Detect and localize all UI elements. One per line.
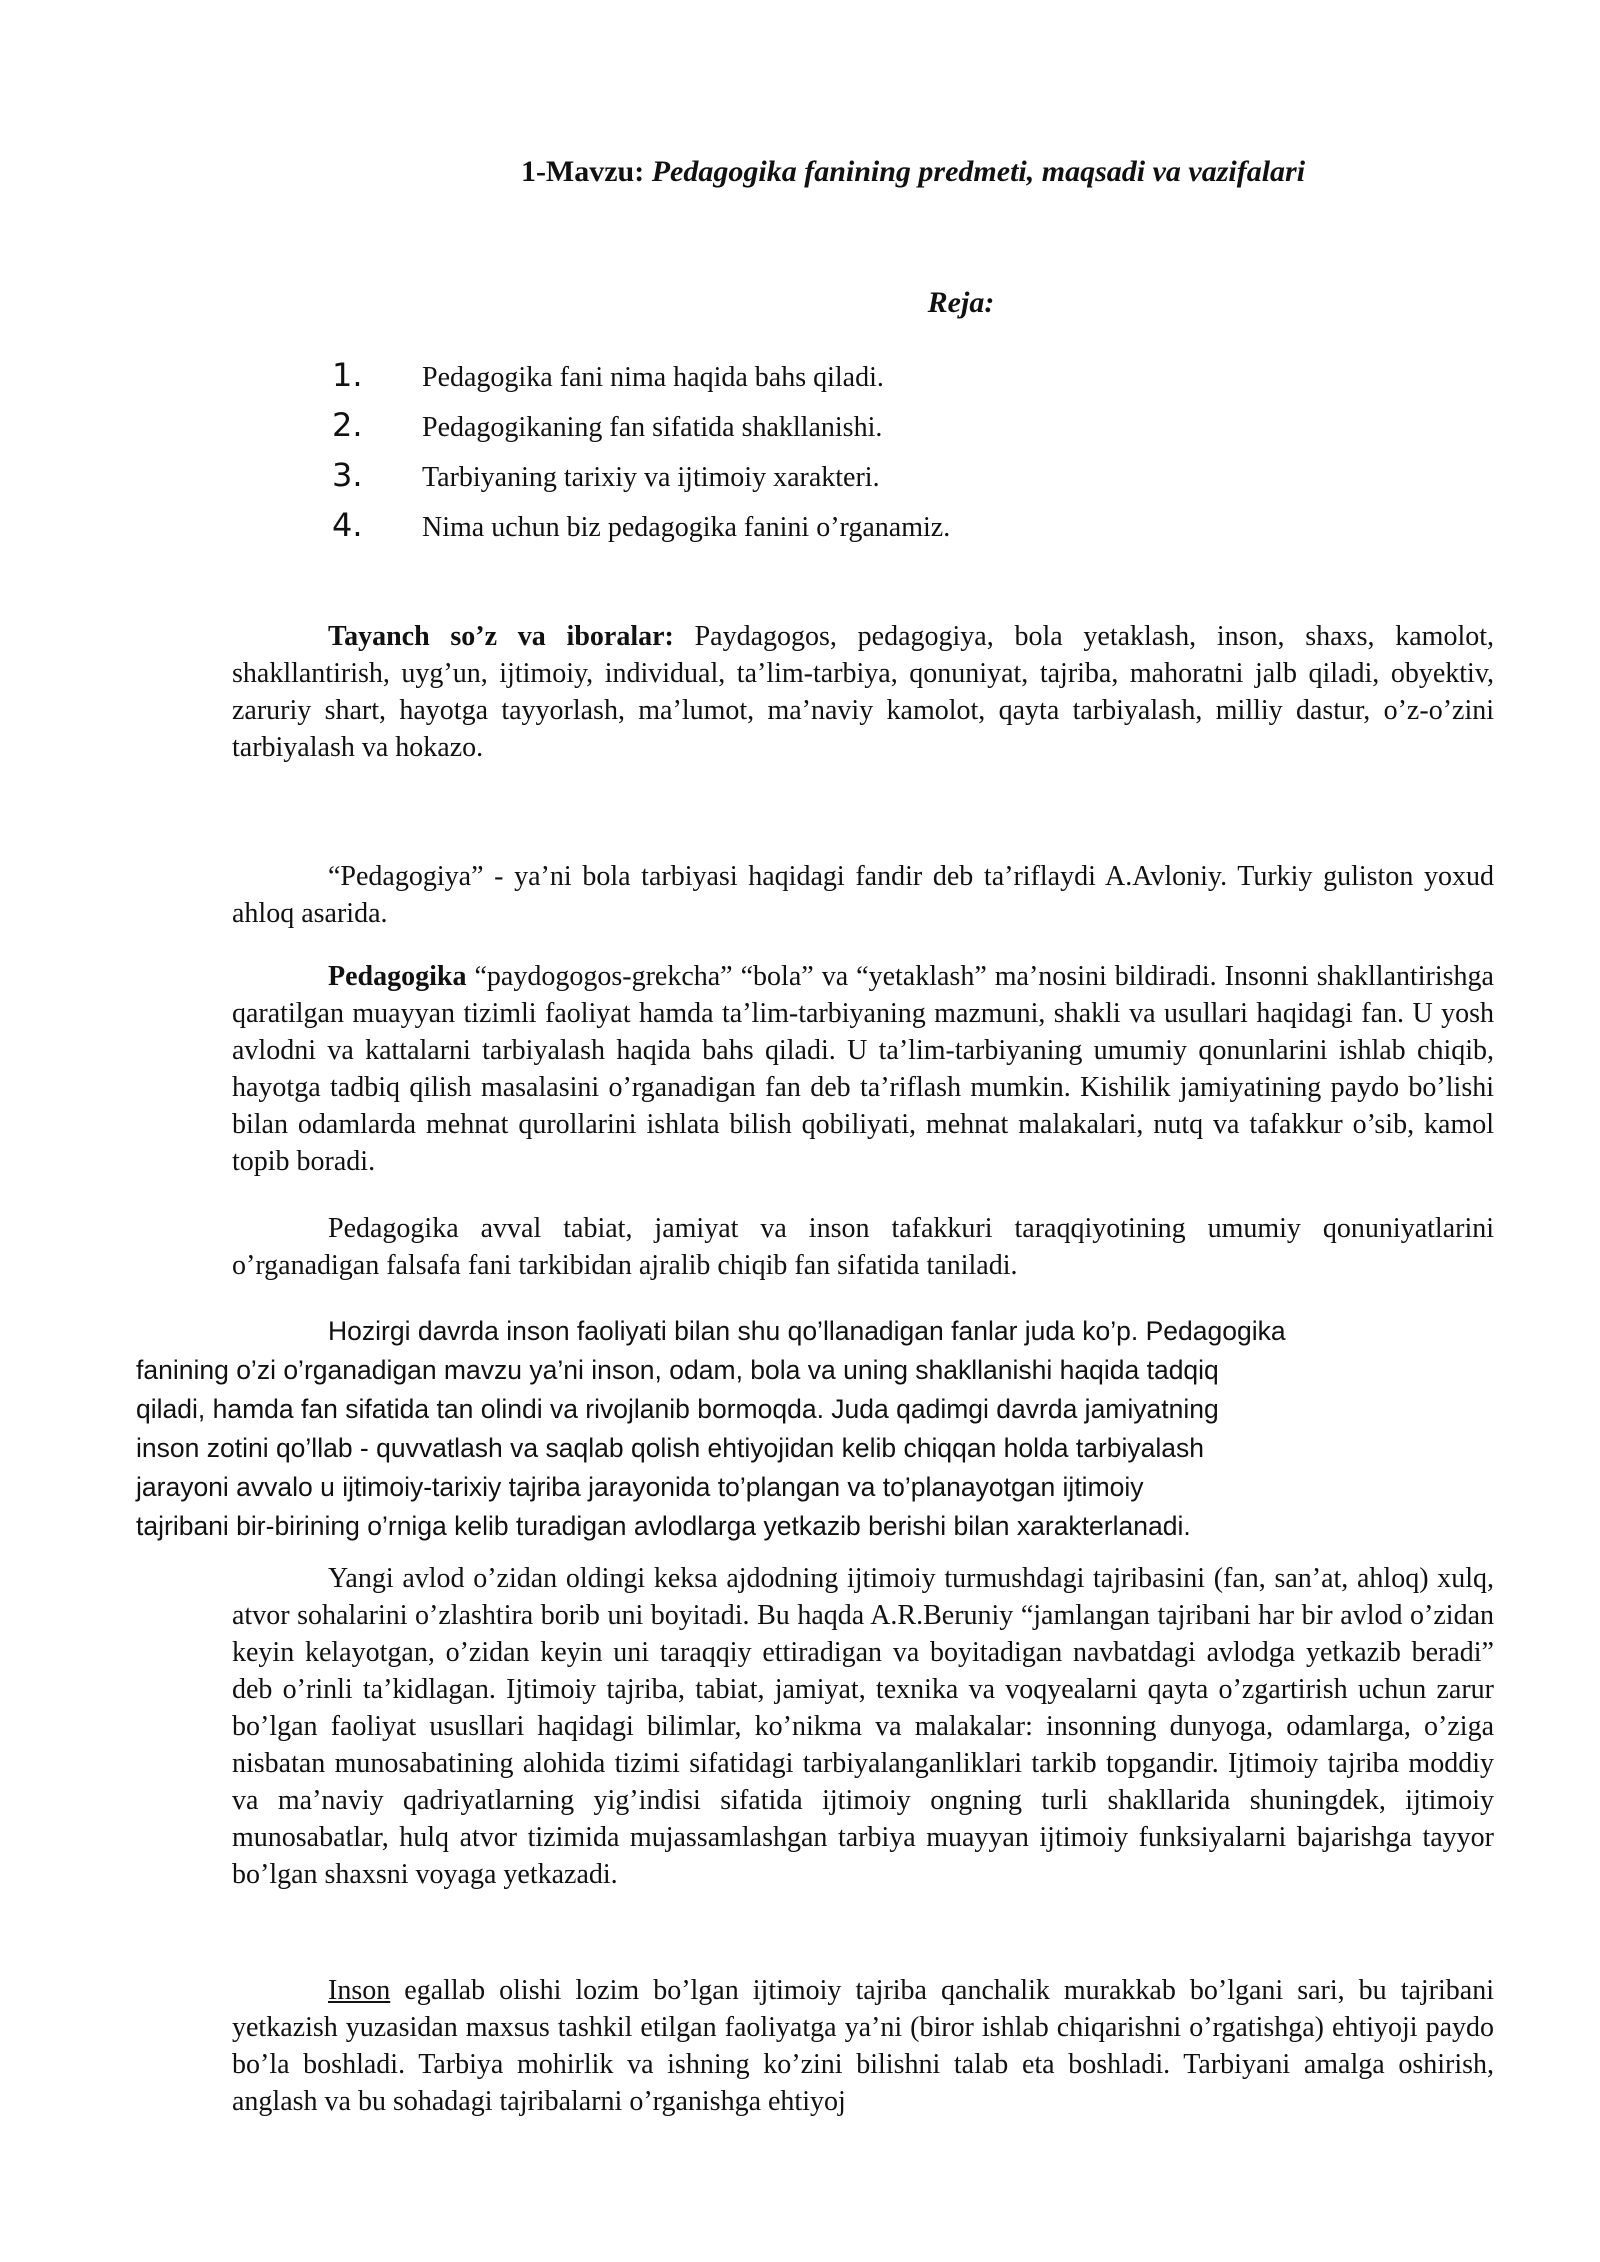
list-item — [332, 400, 1332, 450]
list-item-text: Nima uchun biz pedagogika fanini o’rganamiz. — [422, 512, 951, 543]
pedagogika-definition: “paydogogos-grekcha” “bola” va “yetaklash” ma’nosini bildiradi. Insonni shakllantirishga qaratilgan muayyan tizimli faoliyat hamda ta’lim-tarbiyaning mazmuni, shakli va usullari haqidagi fan. U yosh avlodni va kattalarni tarbiyalash haqida bahs qiladi. U ta’lim-tarbiyaning umumiy qonunlarini ishlab chiqib, hayotga tadbiq qilish masalasini o’rganadigan fan deb ta’riflash mumkin. Kishilik jamiyatining paydo bo’lishi bilan odamlarda mehnat qurollarini ishlata bilish qobiliyati, mehnat malakalari, nutq va tafakkur o’sib, kamol topib boradi. — [232, 961, 1494, 1177]
list-item-text: Tarbiyaning tarixiy va ijtimoiy xarakteri. — [422, 462, 880, 493]
list-item-number: 3. — [332, 456, 363, 494]
paragraph-line: inson zotini qo’llab - quvvatlash va saqlab qolish ehtiyojidan kelib chiqqan holda tarbiyalash — [136, 1433, 1205, 1463]
list-item-text: Pedagogikaning fan sifatida shakllanishi. — [422, 412, 883, 443]
list-item-number: 4. — [332, 506, 363, 544]
definition-paragraph-avloniy: “Pedagogiya” - ya’ni bola tarbiyasi haqidagi fandir deb ta’riflaydi A.Avloniy. Turkiy guliston yoxud ahloq asarida. — [232, 861, 1494, 929]
list-item — [332, 450, 1332, 500]
list-item-text: Pedagogika fani nima haqida bahs qiladi. — [422, 362, 884, 393]
list-item-number: 1. — [332, 356, 363, 394]
inson-text: egallab olishi lozim bo’lgan ijtimoiy tajriba qanchalik murakkab bo’lgani sari, bu tajribani yetkazish yuzasidan maxsus tashkil etilgan faoliyatga ya’ni (biror ishlab chiqarishni o’rgatishga) ehtiyoji paydo bo’la boshladi. Tarbiya mohirlik va ishning ko’zini bilishni talab eta boshladi. Tarbiyani amalga oshirish, anglash va bu sohadagi tajribalarni o’rganishga ehtiyoj — [232, 1975, 1494, 2117]
paragraph-hozirgi — [136, 1312, 1494, 1546]
paragraph-line: qiladi, hamda fan sifatida tan olindi va rivojlanib bormoqda. Juda qadimgi davrda jamiyatning — [136, 1394, 1219, 1424]
paragraph-line: Hozirgi davrda inson faoliyati bilan shu qo’llanadigan fanlar juda ko’p. Pedagogika — [328, 1316, 1286, 1346]
page-title — [232, 150, 1494, 194]
paragraph-line: jarayoni avvalo u ijtimoiy-tarixiy tajriba jarayonida to’plangan va to’planayotgan ijtimoiy — [136, 1472, 1144, 1502]
keywords-label: Tayanch so’z va iboralar: — [328, 621, 674, 652]
pedagogika-term: Pedagogika — [328, 961, 467, 992]
list-item-number: 2. — [332, 406, 363, 444]
paragraph-line: tajribani bir-birining o’rniga kelib turadigan avlodlarga yetkazib berishi bilan xarakterlanadi. — [136, 1511, 1191, 1541]
inson-term: Inson — [328, 1975, 391, 2006]
list-item — [332, 350, 1332, 400]
definition-paragraph-pedagogika — [232, 958, 1494, 1180]
plan-heading: Reja: — [927, 286, 995, 319]
paragraph-inson — [232, 1972, 1494, 2120]
title-topic: Pedagogika fanining predmeti, maqsadi va vazifalari — [651, 155, 1306, 188]
definition-paragraph-falsafa: Pedagogika avval tabiat, jamiyat va inson tafakkuri taraqqiyotining umumiy qonuniyatlarini o’rganadigan falsafa fani tarkibidan ajralib chiqib fan sifatida taniladi. — [232, 1213, 1494, 1281]
plan-list — [332, 350, 1332, 550]
keywords-paragraph — [232, 618, 1494, 766]
title-lead: 1-Mavzu: — [520, 155, 645, 188]
paragraph-yangi-avlod: Yangi avlod o’zidan oldingi keksa ajdodning ijtimoiy turmushdagi tajribasini (fan, san’at, ahloq) xulq, atvor sohalarini o’zlashtira borib uni boyitadi. Bu haqda A.R.Beruniy “jamlangan tajribani har bir avlod o’zidan keyin kelayotgan, o’zidan keyin uni taraqqiy ettiradigan va boyitadigan navbatdagi avlodga yetkazib beradi” deb o’rinli ta’kidlagan. Ijtimoiy tajriba, tabiat, jamiyat, texnika va voqyealarni qayta o’zgartirish uchun zarur bo’lgan faoliyat ususllari haqidagi bilimlar, ko’nikma va malakalar: insonning dunyoga, odamlarga, o’ziga nisbatan munosabatining alohida tizimi sifatidagi tarbiyalanganliklari tarkib topgandir. Ijtimoiy tajriba moddiy va ma’naviy qadriyatlarning yig’indisi sifatida ijtimoiy ongning turli shakllarida shuningdek, ijtimoiy munosabatlar, hulq atvor tizimida mujassamlashgan tarbiya muayyan ijtimoiy funksiyalarni bajarishga tayyor bo’lgan shaxsni voyaga yetkazadi. — [232, 1563, 1494, 1890]
paragraph-line: fanining o’zi o’rganadigan mavzu ya’ni inson, odam, bola va uning shakllanishi haqida tadqiq — [136, 1355, 1219, 1385]
list-item — [332, 500, 1332, 550]
keywords-text: Paydagogos, pedagogiya, bola yetaklash, inson, shaxs, kamolot, shakllantirish, uyg’un, ijtimoiy, individual, ta’lim-tarbiya, qonuniyat, tajriba, mahoratni jalb qiladi, obyektiv, zaruriy shart, hayotga tayyorlash, ma’lumot, ma’naviy kamolot, qayta tarbiyalash, milliy dastur, o’z-o’zini tarbiyalash va hokazo. — [232, 621, 1495, 763]
